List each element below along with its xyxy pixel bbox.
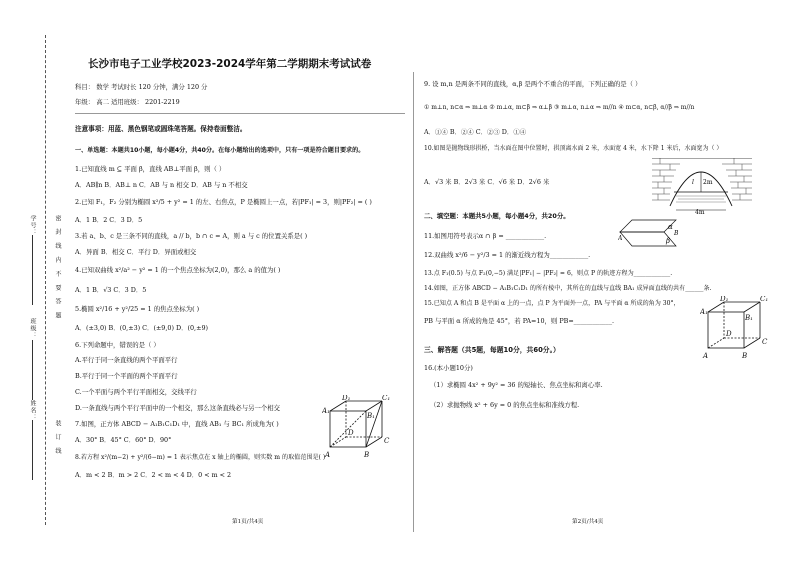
q6: 6.下列命题中，错误的是（ ）	[75, 341, 160, 349]
student-id-label: 学号：	[29, 215, 36, 236]
label-B: B	[364, 451, 370, 459]
cube2-label-A: A	[703, 352, 709, 360]
q4-options: A．1 B．√3 C．3 D．5	[75, 286, 147, 294]
bridge-l-label: l	[692, 179, 694, 186]
label-C: C	[384, 437, 390, 445]
exam-title: 长沙市电子工业学校2023-2024学年第二学期期末考试试卷	[88, 58, 372, 70]
q9-statements: ① m⊥n, n⊂α ⇒ m⊥α ② m⊥α, m⊂β ⇒ α⊥β ③ m⊥α, n⊥α ⇒ m//n ④ m⊂α, n⊂β, α//β ⇒ m//n	[424, 104, 695, 111]
exam-info-line1: 科目： 数学 考试时长 120 分钟，满分 120 分	[75, 83, 208, 91]
label-plane-B: B	[674, 230, 679, 237]
cube-figure-q7	[322, 395, 394, 461]
cube2-label-D: D	[726, 330, 732, 338]
q5: 5.椭圆 x²/16 + y²/25 = 1 的焦点坐标为( )	[75, 305, 200, 313]
center-divider	[413, 72, 414, 532]
label-alpha: α	[668, 223, 673, 231]
section2-heading: 二、填空题：本题共5小题，每小题4分，共20分。	[424, 212, 570, 220]
cube-diagonal	[366, 401, 382, 447]
label-plane-A: A	[618, 235, 623, 242]
cube-figure-q14	[700, 296, 772, 362]
q1: 1.已知直线 m ⊆ 平面 β，直线 AB⊥平面 β，则（ ）	[75, 165, 226, 173]
cube2-label-C: C	[762, 338, 768, 346]
q14: 14.如图，正方体 ABCD − A₁B₁C₁D₁ 的所有棱中，其所在的直线与直线 BA₁ 成异面直线的共有______条.	[424, 285, 712, 292]
cube2-label-B1: B₁	[745, 314, 753, 322]
cube-edge	[366, 437, 382, 447]
q16: 16.(本小题10分)	[424, 364, 473, 372]
q2: 2.已知 F₁，F₂ 分别为椭圆 x²/5 + y² = 1 的左、右焦点，P 是椭圆上一点，若|PF₁| = 3，则|PF₂| = ( )	[75, 198, 372, 206]
name-line	[32, 420, 33, 480]
q10-options: A．√3 米 B．2√3 米 C．√6 米 D．2√6 米	[424, 178, 550, 186]
q8: 8.若方程 x²/(m−2) + y²/(6−m) = 1 表示焦点在 x 轴上的椭圆，则实数 m 的取值范围是( )	[75, 454, 326, 461]
q3: 3.若 a、b、c 是三条不同的直线，a // b，b ∩ c = A，则 a 与 c 的位置关系是( )	[75, 232, 308, 240]
q9-options: A．①④ B．②④ C．②③ D．①④	[424, 128, 527, 136]
q8-options: A．m < 2 B．m > 2 C．2 < m < 4 D．0 < m < 2	[75, 471, 232, 479]
q11: 11.如图用符号表示α ∩ β = ____________.	[424, 232, 547, 240]
header-rule	[75, 113, 405, 114]
q10: 10.如图是抛物线形拱桥，当水面在图中位置时，拱顶离水面 2 米，水面宽 4 米，水下降 1 米后，水面宽为（ ）	[424, 145, 723, 152]
q7-options: A．30° B．45° C．60° D．90°	[75, 436, 172, 444]
q4: 4.已知双曲线 x²/a² − y² = 1 的一个焦点坐标为(2,0)，那么 a 的值为( )	[75, 266, 281, 274]
label-A1: A₁	[322, 407, 330, 415]
q6-option-d: D.一条直线与两个平行平面中的一个相交，那么这条直线必与另一个相交	[75, 404, 281, 412]
planes-figure-q11	[618, 218, 680, 248]
label-D1: D₁	[342, 395, 351, 402]
q15-cont: PB 与平面 α 所成的角是 45°，若 PA=10，则 PB=____________.	[424, 317, 615, 325]
label-D: D	[348, 429, 354, 437]
bridge-width-label: 4m	[695, 209, 705, 214]
class-line	[32, 340, 33, 400]
q16-part1: （1）求椭圆 4x² + 9y² = 36 的短轴长、焦点坐标和离心率.	[430, 381, 603, 389]
q13: 13.点 F₁(0.5) 与点 F₂(0,−5) 满足|PF₁| − |PF₂| = 6，则点 P 的轨迹方程为____________.	[424, 270, 673, 277]
cube2-edge	[708, 302, 724, 312]
q6-option-c: C.一个平面与两个平行平面相交，交线平行	[75, 388, 197, 396]
name-label: 姓名：	[29, 400, 36, 421]
label-B1: B₁	[367, 412, 375, 420]
cube-edge	[366, 401, 382, 411]
footer-left: 第1页/共4页	[232, 519, 264, 525]
label-C1: C₁	[382, 395, 391, 402]
q3-options: A．异面 B．相交 C．平行 D．异面或相交	[75, 248, 197, 256]
cube2-edge	[744, 302, 760, 312]
cube2-label-B: B	[742, 352, 748, 360]
cube2-label-D1: D₁	[720, 296, 729, 303]
exam-notice: 注意事项：用蓝、黑色钢笔或圆珠笔答题。保持卷面整洁。	[75, 125, 247, 133]
q2-options: A．1 B．2 C．3 D．5	[75, 216, 143, 224]
cube2-label-A1: A₁	[700, 308, 708, 316]
bridge-figure-q10	[652, 158, 752, 214]
cube-edge	[330, 401, 346, 411]
cube2-edge	[744, 338, 760, 348]
section1-heading: 一、单选题：本题共10小题，每小题4分，共40分。在每小题给出的选项中，只有一项是符合题目要求的。	[75, 147, 365, 154]
label-A: A	[325, 451, 331, 459]
student-id-line	[32, 235, 33, 305]
seal-text: 密 封 线 内 不 要 答 题	[54, 215, 61, 322]
q1-options: A．AB∥n B．AB⊥ n C．AB 与 n 相交 D．AB 与 n 不相交	[75, 181, 248, 189]
binding-dashed-line	[45, 35, 46, 525]
exam-info-line2: 年级： 高二 适用班级： 2201-2219	[75, 98, 180, 106]
q6-option-b: B.平行于同一个平面的两个平面平行	[75, 372, 178, 380]
label-beta: β	[666, 237, 671, 245]
footer-right: 第2页/共4页	[572, 519, 604, 525]
cube2-hidden-edge	[708, 338, 724, 348]
cube2-label-C1: C₁	[760, 296, 769, 303]
q7: 7.如图，正方体 ABCD − A₁B₁C₁D₁ 中，直线 AB₁ 与 BC₁ 所成角为( )	[75, 420, 279, 428]
q6-option-a: A.平行于同一条直线的两个平面平行	[75, 356, 178, 364]
q15: 15.已知点 A 和点 B 是平面 α 上的一点，点 P 为平面外一点，PA 与平面 α 所成的角为 30°，	[424, 300, 680, 307]
section3-heading: 三、解答题（共5题，每题10分，共60分。）	[424, 346, 560, 354]
q5-options: A．(±3,0) B．(0,±3) C．(±9,0) D．(0,±9)	[75, 324, 208, 332]
q12: 12.双曲线 x²/6 − y²/3 = 1 的渐近线方程为____________.	[424, 251, 591, 259]
seal-text-lower: 装 订 线	[54, 420, 61, 457]
q9: 9. 设 m,n 是两条不同的直线，α,β 是两个不重合的平面，下列正确的是（ ）	[424, 80, 642, 88]
q16-part2: （2）求抛物线 x² + 6y = 0 的焦点坐标和准线方程.	[430, 401, 580, 409]
class-label: 班级：	[29, 318, 36, 339]
bridge-height-label: 2m	[703, 179, 713, 186]
